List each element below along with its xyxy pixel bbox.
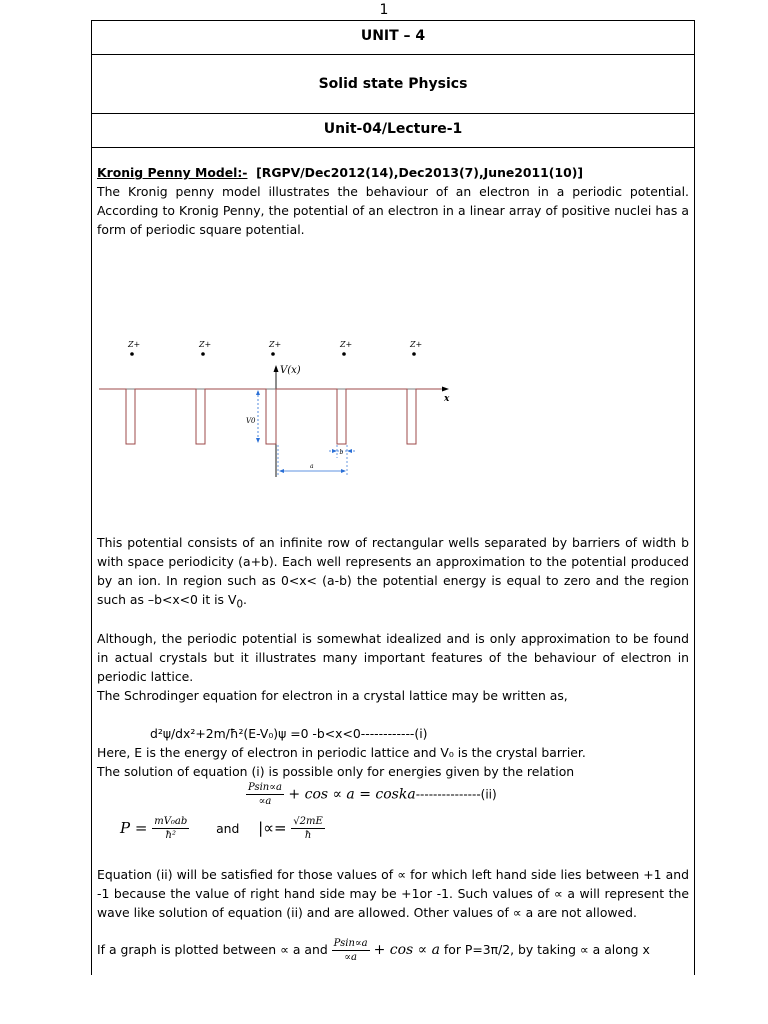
nuclei-row: [127, 340, 422, 356]
paragraph-allowed: Equation (ii) will be satisfied for those values of ∝ for which left hand side lies between +1 and -1 because the value of right hand side may be +1or -1. Such values of ∝ a will represent the wave like solution of equation (ii) and are allowed. Other values of ∝ a are not allowed.: [97, 867, 689, 920]
eq3-and: and: [216, 821, 240, 836]
eq2-numerator: Psin∝a: [248, 782, 282, 793]
subject-title: Solid state Physics: [318, 76, 468, 92]
schrodinger-equation: d²ψ/dx²+2m/ħ²(E-V₀)ψ =0 -b<x<0------------(i): [150, 726, 428, 741]
p7-text-a: If a graph is plotted between ∝ a and: [97, 942, 328, 957]
kronig-penney-diagram: [95, 335, 460, 485]
page-number: 1: [379, 2, 389, 18]
body-block-4: [97, 865, 689, 922]
p7-text-c: for P=3π/2, by taking ∝ a along x: [443, 942, 650, 957]
unit-header: [92, 21, 694, 55]
unit-title: UNIT – 4: [360, 27, 426, 44]
potential-profile: [99, 389, 441, 444]
potential-label: V(x): [280, 365, 301, 376]
section-refs: [RGPV/Dec2012(14),Dec2013(7),June2011(10)]: [256, 165, 584, 180]
nucleus-dot: [201, 352, 205, 356]
a-arrow: [341, 469, 346, 473]
b-arrow: [347, 449, 352, 453]
section-title: Kronig Penny Model:-: [97, 165, 248, 180]
potential-axis-arrow: [274, 365, 279, 372]
p1-end: .: [243, 592, 247, 607]
intro-block: [97, 163, 689, 239]
body-block-2: [97, 629, 689, 705]
eq2-tag: ---------------(ii): [415, 787, 497, 802]
v0-label: V0: [246, 417, 256, 425]
nucleus-label: Z+: [410, 340, 423, 349]
nucleus-label: Z+: [199, 340, 212, 349]
paragraph-schrodinger: The Schrodinger equation for electron in a crystal lattice may be written as,: [97, 688, 568, 703]
p1-subscript: 0: [236, 598, 244, 611]
nucleus-label: Z+: [340, 340, 353, 349]
lecture-header: [92, 114, 694, 148]
section-heading: [97, 163, 689, 182]
p7-denominator: ∝a: [344, 952, 358, 963]
p7-text-b: + cos ∝ a: [373, 942, 440, 958]
eq2-denominator: ∝a: [258, 796, 272, 807]
eq3-denominator-2: ħ: [304, 830, 312, 841]
a-arrow: [279, 469, 284, 473]
p1-text: This potential consists of an infinite row of rectangular wells separated by barriers of width b with space periodicity (a+b). Each well represents an approximation to the potential produced by an ion. In region such as 0<x< (a-b) the potential energy is equal to zero and the region such as –b<x<0 it is V: [97, 535, 689, 607]
nucleus-label: Z+: [269, 340, 282, 349]
p7-numerator: Psin∝a: [333, 938, 368, 949]
intro-paragraph: The Kronig penny model illustrates the behaviour of an electron in a periodic potential. According to Kronig Penny, the potential of an electron in a linear array of positive nuclei has a form of periodic square potential.: [97, 184, 689, 237]
equation-1: [150, 724, 650, 743]
x-axis-arrow: [442, 387, 449, 392]
eq3-numerator: mV₀ab: [154, 816, 188, 827]
lecture-title: Unit-04/Lecture-1: [323, 120, 463, 137]
body-block-1: [97, 533, 689, 614]
eq3-lhs2: |∝=: [258, 819, 287, 837]
equation-2: [246, 781, 497, 808]
b-arrow: [332, 449, 337, 453]
body-block-3: [97, 743, 689, 781]
x-axis-label: x: [444, 394, 450, 404]
eq2-fraction: [246, 781, 284, 808]
paragraph-potential: [97, 533, 689, 614]
v0-arrow-up: [256, 390, 260, 395]
eq3-fraction-2: [291, 815, 325, 842]
eq3-numerator-2: √2mE: [293, 816, 323, 827]
eq3-fraction: [152, 815, 189, 842]
nucleus-dot: [130, 352, 134, 356]
paragraph-idealized: Although, the periodic potential is somewhat idealized and is only approximation to be found in actual crystals but it illustrates many important features of the behaviour of electron in periodic lattice.: [97, 631, 689, 684]
nucleus-dot: [271, 352, 275, 356]
nucleus-label: Z+: [128, 340, 141, 349]
eq2-rest: + cos ∝ a = coska: [288, 786, 416, 803]
equation-3: [120, 815, 325, 842]
eq3-denominator: ħ²: [165, 830, 176, 841]
a-label: a: [310, 463, 314, 470]
eq3-lhs: P =: [120, 819, 148, 837]
p7-fraction: [332, 937, 370, 964]
subject-header: [92, 55, 694, 114]
v0-arrow-down: [256, 438, 260, 443]
nucleus-dot: [342, 352, 346, 356]
nucleus-dot: [412, 352, 416, 356]
paragraph-energy: Here, E is the energy of electron in periodic lattice and V₀ is the crystal barrier.: [97, 745, 586, 760]
body-last-line: [97, 937, 689, 964]
paragraph-solution: The solution of equation (i) is possible only for energies given by the relation: [97, 764, 575, 779]
b-label: b: [339, 449, 344, 456]
